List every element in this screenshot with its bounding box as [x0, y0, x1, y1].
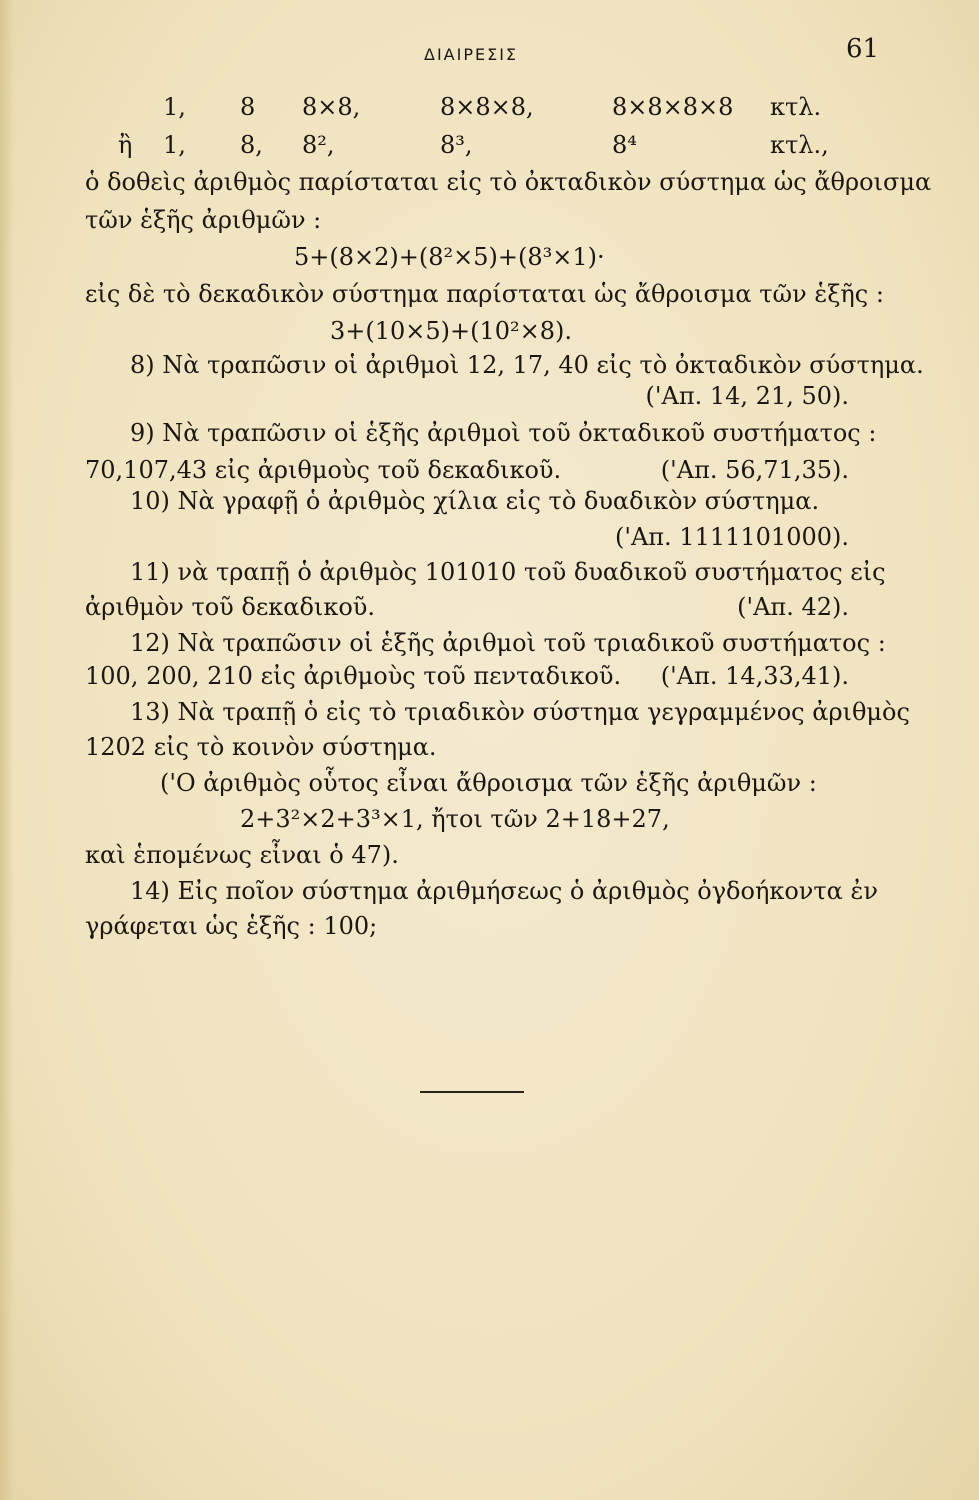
exercise-13: 13) Νὰ τραπῇ ὁ εἰς τὸ τριαδικὸν σύστημα γεγραμμένος ἀριθμὸς — [130, 698, 910, 726]
seq-term: 8×8×8, — [440, 93, 534, 121]
text-line: καὶ ἑπομένως εἶναι ὁ 47). — [85, 841, 399, 869]
exercise-12: 12) Νὰ τραπῶσιν οἱ ἑξῆς ἀριθμοὶ τοῦ τριαδικοῦ συστήματος : — [130, 629, 886, 657]
seq-term: 8, — [240, 131, 263, 159]
exponent-sequence-row — [0, 130, 979, 160]
explanation-line: ('Ο ἀριθμὸς οὗτος εἶναι ἄθροισμα τῶν ἑξῆς ἀριθμῶν : — [160, 769, 817, 797]
seq-term: 8², — [302, 131, 335, 159]
binding-shadow — [0, 0, 14, 1500]
answer-10: ('Απ. 1111101000). — [614, 523, 849, 551]
text-line: 1202 εἰς τὸ κοινὸν σύστημα. — [85, 733, 437, 761]
text-line: ὁ δοθεὶς ἀριθμὸς παρίσταται εἰς τὸ ὀκταδικὸν σύστημα ὡς ἄθροισμα — [85, 168, 932, 196]
seq-term: 8³, — [440, 131, 473, 159]
answer-11: ('Απ. 42). — [737, 593, 849, 621]
text-line: 70,107,43 εἰς ἀριθμοὺς τοῦ δεκαδικοῦ. — [85, 456, 562, 484]
exercise-14: 14) Εἰς ποῖον σύστημα ἀριθμήσεως ὁ ἀριθμὸς ὀγδοήκοντα ἐν — [130, 877, 878, 905]
formula-line: 3+(10×5)+(10²×8). — [330, 317, 573, 345]
seq-term: κτλ., — [770, 131, 829, 159]
seq-term: 1, — [163, 131, 186, 159]
seq-term: 8×8, — [302, 93, 361, 121]
power-sequence-row — [0, 92, 979, 122]
seq-term: 8⁴ — [612, 131, 637, 159]
text-line: εἰς δὲ τὸ δεκαδικὸν σύστημα παρίσταται ὡς ἄθροισμα τῶν ἑξῆς : — [85, 280, 884, 308]
page-number: 61 — [846, 34, 880, 64]
answer-9: ('Απ. 56,71,35). — [660, 456, 849, 484]
seq-term: 1, — [163, 93, 186, 121]
exercise-9: 9) Νὰ τραπῶσιν οἱ ἑξῆς ἀριθμοὶ τοῦ ὀκταδικοῦ συστήματος : — [130, 419, 877, 447]
section-rule — [420, 1091, 524, 1093]
seq-term: 8×8×8×8 — [612, 93, 734, 121]
text-line: 100, 200, 210 εἰς ἀριθμοὺς τοῦ πενταδικοῦ. — [85, 662, 622, 690]
seq-term: ἢ — [118, 131, 133, 159]
formula-line: 5+(8×2)+(8²×5)+(8³×1)· — [294, 243, 605, 271]
text-line: τῶν ἑξῆς ἀριθμῶν : — [85, 206, 322, 234]
formula-line: 2+3²×2+3³×1, ἤτοι τῶν 2+18+27, — [240, 805, 670, 833]
exercise-11: 11) νὰ τραπῇ ὁ ἀριθμὸς 101010 τοῦ δυαδικοῦ συστήματος εἰς — [130, 558, 886, 586]
seq-term: 8 — [240, 93, 256, 121]
seq-term: κτλ. — [770, 93, 822, 121]
exercise-10: 10) Νὰ γραφῇ ὁ ἀριθμὸς χίλια εἰς τὸ δυαδικὸν σύστημα. — [130, 487, 820, 515]
answer-8: ('Απ. 14, 21, 50). — [645, 382, 849, 410]
answer-12: ('Απ. 14,33,41). — [660, 662, 849, 690]
running-title: ΔΙΑΙΡΕΣΙΣ — [424, 45, 519, 64]
text-line: ἀριθμὸν τοῦ δεκαδικοῦ. — [85, 593, 376, 621]
exercise-8: 8) Νὰ τραπῶσιν οἱ ἀριθμοὶ 12, 17, 40 εἰς τὸ ὀκταδικὸν σύστημα. — [130, 351, 924, 379]
text-line: γράφεται ὡς ἑξῆς : 100; — [85, 912, 378, 940]
